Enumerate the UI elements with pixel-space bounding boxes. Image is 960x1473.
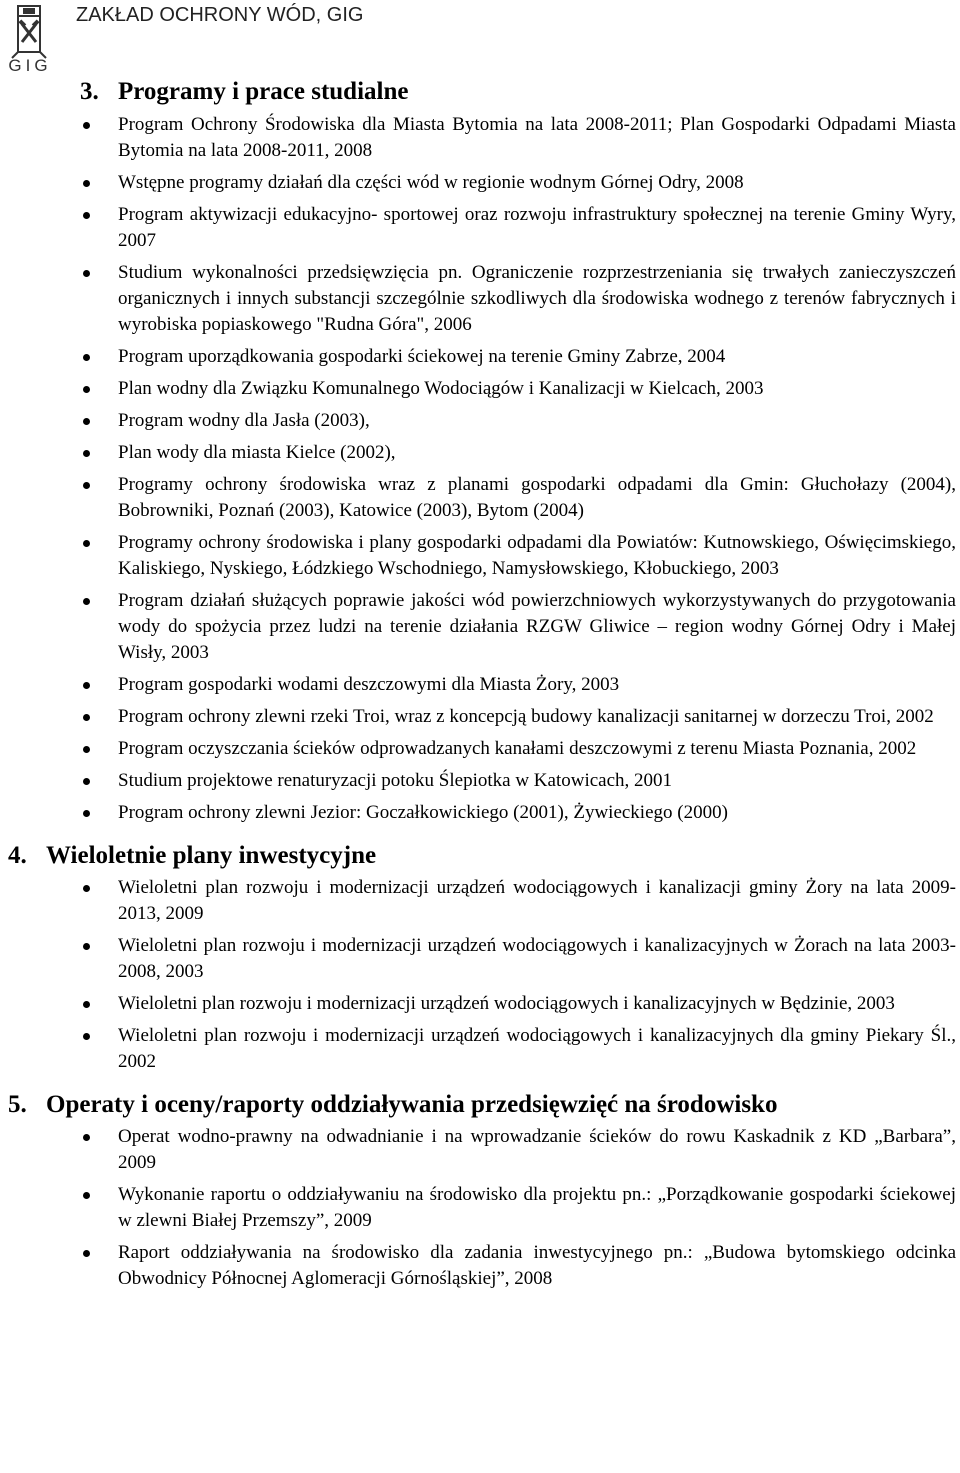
section-title: Operaty i oceny/raporty oddziaływania przedsięwzięć na środowisko [46, 1091, 778, 1118]
list-item: Programy ochrony środowiska i plany gospodarki odpadami dla Powiatów: Kutnowskiego, Oświęcimskiego, Kaliskiego, Nyskiego, Łódzkiego Wschodniego, Namysłowskiego, Kłobuckiego, 2003 [0, 530, 960, 582]
list-item: Wykonanie raportu o oddziaływaniu na środowisko dla projektu pn.: „Porządkowanie gospodarki ściekowej w zlewni Białej Przemszy”, 2009 [0, 1182, 960, 1234]
bullet-list [0, 875, 960, 1075]
section-number: 3. [80, 78, 99, 105]
list-item: Wieloletni plan rozwoju i modernizacji urządzeń wodociągowych i kanalizacyjnych w Żorach na lata 2003-2008, 2003 [0, 933, 960, 985]
list-item: Wstępne programy działań dla części wód w regionie wodnym Górnej Odry, 2008 [0, 170, 960, 196]
list-item: Studium projektowe renaturyzacji potoku Ślepiotka w Katowicach, 2001 [0, 768, 960, 794]
list-item: Wieloletni plan rozwoju i modernizacji urządzeń wodociągowych i kanalizacji gminy Żory na lata 2009-2013, 2009 [0, 875, 960, 927]
list-item: Program oczyszczania ścieków odprowadzanych kanałami deszczowymi z terenu Miasta Poznania, 2002 [0, 736, 960, 762]
list-item: Wieloletni plan rozwoju i modernizacji urządzeń wodociągowych i kanalizacyjnych dla gminy Piekary Śl., 2002 [0, 1023, 960, 1075]
section-heading [0, 1089, 960, 1121]
list-item: Program aktywizacji edukacyjno- sportowej oraz rozwoju infrastruktury społecznej na terenie Gminy Wyry, 2007 [0, 202, 960, 254]
section-impact-assessments [0, 1089, 960, 1292]
list-item: Studium wykonalności przedsięwzięcia pn. Ograniczenie rozprzestrzeniania się trwałych zanieczyszczeń organicznych i innych substancji szczególnie szkodliwych dla środowiska wodnego z terenów fabrycznych i wyrobiska popiaskowego "Rudna Góra", 2006 [0, 260, 960, 338]
section-title: Programy i prace studialne [118, 78, 409, 105]
list-item: Programy ochrony środowiska wraz z planami gospodarki odpadami dla Gmin: Głuchołazy (2004), Bobrowniki, Poznań (2003), Katowice (2003), Bytom (2004) [0, 472, 960, 524]
list-item: Program ochrony zlewni Jezior: Goczałkowickiego (2001), Żywieckiego (2000) [0, 800, 960, 826]
list-item: Raport oddziaływania na środowisko dla zadania inwestycyjnego pn.: „Budowa bytomskiego odcinka Obwodnicy Północnej Aglomeracji Górnośląskiej”, 2008 [0, 1240, 960, 1292]
document-body [0, 76, 960, 1298]
logo-text: GIG [8, 56, 52, 75]
list-item: Wieloletni plan rozwoju i modernizacji urządzeń wodociągowych i kanalizacyjnych w Będzinie, 2003 [0, 991, 960, 1017]
list-item: Program gospodarki wodami deszczowymi dla Miasta Żory, 2003 [0, 672, 960, 698]
bullet-list [0, 112, 960, 826]
list-item: Operat wodno-prawny na odwadnianie i na wprowadzanie ścieków do rowu Kaskadnik z KD „Barbara”, 2009 [0, 1124, 960, 1176]
list-item: Program ochrony zlewni rzeki Troi, wraz z koncepcją budowy kanalizacji sanitarnej w dorzeczu Troi, 2002 [0, 704, 960, 730]
page-header [0, 0, 960, 80]
section-heading [0, 840, 960, 872]
section-title: Wieloletnie plany inwestycyjne [46, 842, 377, 869]
section-programs [0, 76, 960, 826]
section-investment-plans [0, 840, 960, 1075]
list-item: Program uporządkowania gospodarki ściekowej na terenie Gminy Zabrze, 2004 [0, 344, 960, 370]
list-item: Program Ochrony Środowiska dla Miasta Bytomia na lata 2008-2011; Plan Gospodarki Odpadami Miasta Bytomia na lata 2008-2011, 2008 [0, 112, 960, 164]
organization-name: ZAKŁAD OCHRONY WÓD, GIG [76, 4, 364, 26]
list-item: Program wodny dla Jasła (2003), [0, 408, 960, 434]
bullet-list [0, 1124, 960, 1292]
list-item: Plan wodny dla Związku Komunalnego Wodociągów i Kanalizacji w Kielcach, 2003 [0, 376, 960, 402]
section-number: 4. [8, 842, 27, 869]
section-heading [0, 76, 960, 108]
list-item: Program działań służących poprawie jakości wód powierzchniowych wykorzystywanych do przygotowania wody do spożycia przez ludzi na terenie działania RZGW Gliwice – region wodny Górnej Odry i Małej Wisły, 2003 [0, 588, 960, 666]
section-number: 5. [8, 1091, 27, 1118]
list-item: Plan wody dla miasta Kielce (2002), [0, 440, 960, 466]
